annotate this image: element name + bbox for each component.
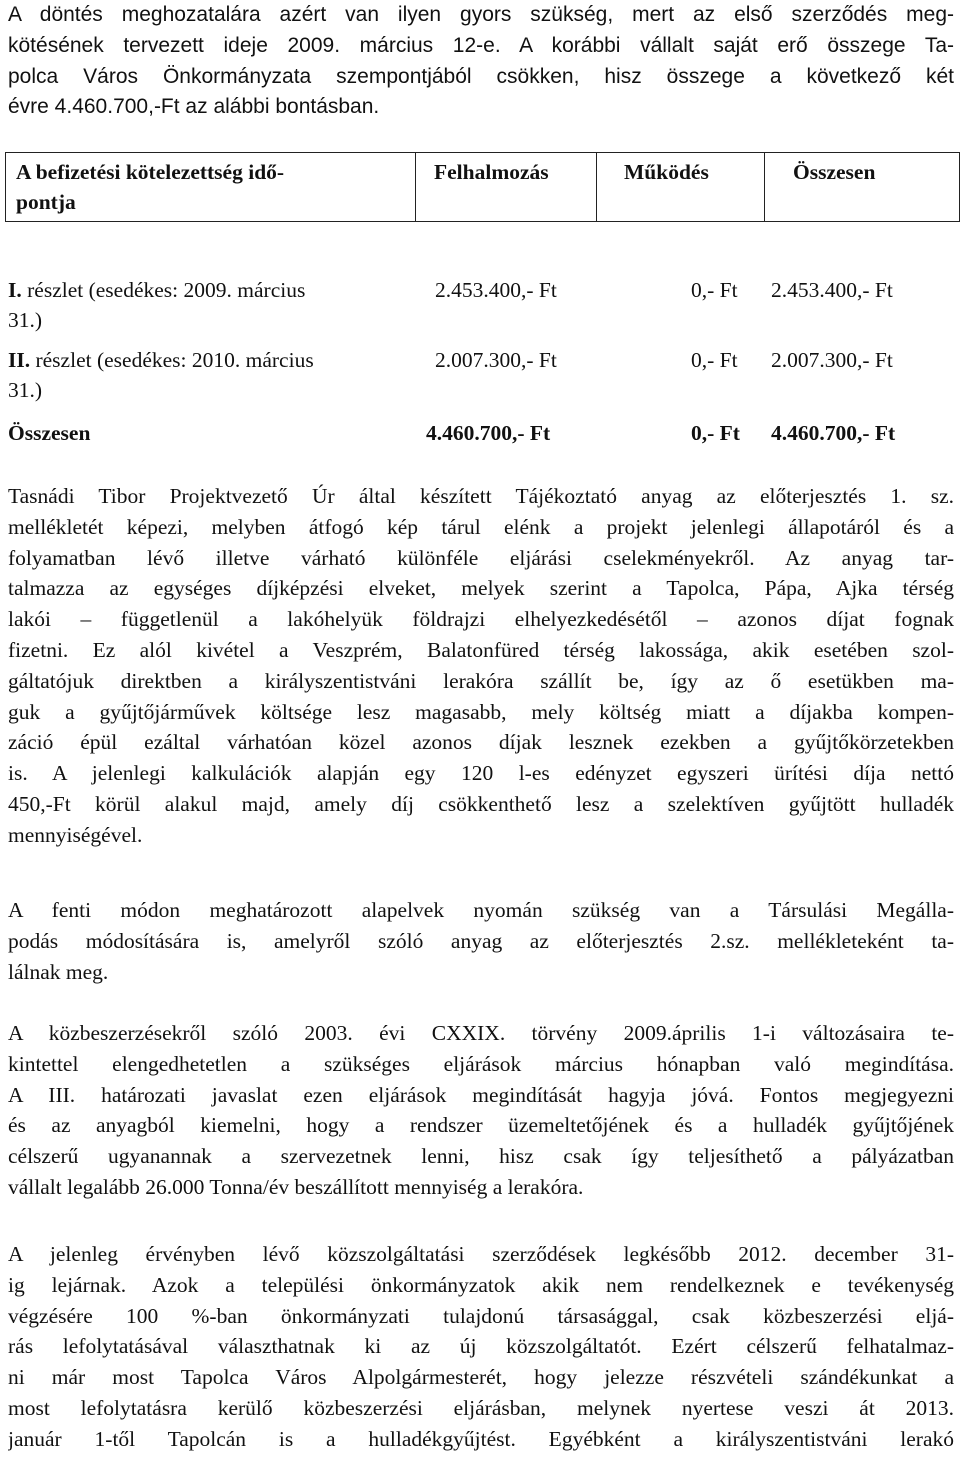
- total-felhalmozas: 4.460.700,- Ft: [426, 421, 551, 445]
- text-line: kintettel elengedhetetlen a szükséges eljárások március hónapban való megindítása.: [8, 1051, 954, 1076]
- row-label-text: részlet (esedékes: 2009. március: [21, 278, 306, 302]
- text-line: lálnak meg.: [8, 959, 109, 984]
- text-line: A III. határozati javaslat ezen eljárások megindítását hagyja jóvá. Fontos megjegyezni: [8, 1082, 954, 1107]
- table-header: [5, 152, 957, 224]
- header-cell-date: [5, 152, 416, 222]
- text-line: A jelenleg érvényben lévő közszolgáltatási szerződések legkésőbb 2012. december 31-: [8, 1242, 954, 1266]
- text-line: folyamatban lévő illetve várható különféle eljárási cselekményekről. Az anyag tar-: [8, 545, 954, 570]
- text-line: polca Város Önkormányzata szempontjából csökken, hisz összege a következő két: [8, 64, 954, 88]
- text-line: gáltatójuk direktben a királyszentistváni lerakóra szállít be, így az ő esetükben ma-: [8, 668, 954, 693]
- text-line: vállalt legalább 26.000 Tonna/év beszállított mennyiség a lerakóra.: [8, 1174, 584, 1199]
- header-date-line2: pontja: [16, 190, 76, 214]
- text-line: most lefolytatásra kerülő közbeszerzési eljárásban, melynek nyertese veszi át 2013.: [8, 1395, 954, 1420]
- cell-felhalmozas: 2.007.300,- Ft: [435, 348, 557, 372]
- text-line: végzésére 100 %-ban önkormányzati tulajdonú társasággal, csak közbeszerzési eljá-: [8, 1303, 954, 1328]
- total-label: Összesen: [8, 421, 91, 445]
- text-line: 450,-Ft körül alakul majd, amely díj csökkenthető lesz a szelektíven gyűjtött hulladék: [8, 791, 954, 816]
- text-line: és az anyagból kiemelni, hogy a rendszer üzemeltetőjének és a hulladék gyűjtőjének: [8, 1113, 954, 1138]
- row-label-text: részlet (esedékes: 2010. március: [30, 348, 314, 372]
- header-osszesen: Összesen: [793, 160, 876, 184]
- text-line: A döntés meghozatalára azért van ilyen gyors szükség, mert az első szerződés meg-: [8, 3, 954, 26]
- text-line: is. A jelenlegi kalkulációk alapján egy 120 l-es edényzet egyszeri ürítési díja nettó: [8, 761, 954, 786]
- row-label-cont: 31.): [8, 378, 43, 402]
- text-line: célszerű ugyanannak a szervezetnek lenni, hisz csak így teljesíthető a pályázatban: [8, 1144, 954, 1169]
- paragraph-kozbeszerzes: [8, 1018, 954, 1203]
- text-line: ig lejárnak. Azok a települési önkormányzatok akik nem rendelkeznek e tevékenység: [8, 1272, 954, 1297]
- text-line: záció épül ezáltal várhatóan közel azonos díjak lesznek ezekben a gyűjtőkörzetekben: [8, 730, 954, 755]
- row-label-cont: 31.): [8, 308, 43, 332]
- cell-osszesen: 2.453.400,- Ft: [771, 278, 893, 302]
- total-mukodes: 0,- Ft: [691, 421, 740, 445]
- text-line: ni már most Tapolca Város Alpolgármesterét, hogy jelezze részvételi szándékunkat a: [8, 1365, 954, 1390]
- paragraph-kozszolgaltatas: [8, 1239, 954, 1455]
- text-line: lakói – függetlenül a lakóhelyük földrajzi elhelyezkedésétől – azonos díjat fognak: [8, 607, 954, 632]
- header-date-line1: A befizetési kötelezettség idő-: [16, 160, 285, 184]
- text-line: évre 4.460.700,-Ft az alábbi bontásban.: [8, 95, 380, 119]
- text-line: talmazza az egységes díjképzési elveket, melyek szerint a Tapolca, Pápa, Ajka térség: [8, 576, 954, 601]
- header-mukodes: Működés: [624, 160, 709, 184]
- text-line: guk a gyűjtőjárművek költsége lesz magasabb, mely költség miatt a díjakba kompen-: [8, 699, 954, 724]
- row-label-number: II.: [8, 348, 31, 372]
- header-felhalmozas: Felhalmozás: [434, 160, 549, 184]
- text-line: podás módosítására is, amelyről szóló anyag az előterjesztés 2.sz. mellékleteként ta-: [8, 928, 954, 953]
- text-line: Tasnádi Tibor Projektvezető Úr által készített Tájékoztató anyag az előterjesztés 1. sz.: [8, 484, 954, 508]
- text-line: január 1-től Tapolcán is a hulladékgyűjtést. Egyébként a királyszentistváni lerakó: [8, 1426, 954, 1451]
- text-line: fizetni. Ez alól kivétel a Veszprém, Balatonfüred térség lakossága, akik esetében szol-: [8, 637, 954, 662]
- intro-paragraph: [8, 0, 954, 123]
- row-label: [8, 345, 314, 375]
- header-cell-felhalmozas: [415, 152, 597, 222]
- header-cell-mukodes: [596, 152, 765, 222]
- cell-felhalmozas: 2.453.400,- Ft: [435, 278, 557, 302]
- text-line: mennyiségével.: [8, 822, 143, 847]
- text-line: mellékletét képezi, melyben átfogó kép tárul elénk a projekt jelenlegi állapotáról és a: [8, 514, 954, 539]
- cell-mukodes: 0,- Ft: [691, 348, 738, 372]
- header-cell-osszesen: [764, 152, 960, 222]
- text-line: A közbeszerzésekről szóló 2003. évi CXXIX. törvény 2009.április 1-i változásaira te-: [8, 1021, 954, 1045]
- text-line: kötésének tervezett ideje 2009. március 12-e. A korábbi vállalt saját erő összege Ta-: [8, 33, 954, 57]
- row-label-number: I.: [8, 278, 22, 302]
- text-line: rás lefolytatásával választhatnak ki az új közszolgáltatót. Ezért célszerű felhatalmaz-: [8, 1334, 954, 1359]
- paragraph-megallapodas: [8, 895, 954, 987]
- text-line: A fenti módon meghatározott alapelvek nyomán szükség van a Társulási Megálla-: [8, 898, 954, 922]
- paragraph-tajekoztato: [8, 481, 954, 851]
- total-osszesen: 4.460.700,- Ft: [771, 421, 896, 445]
- cell-mukodes: 0,- Ft: [691, 278, 738, 302]
- row-label: [8, 275, 305, 305]
- cell-osszesen: 2.007.300,- Ft: [771, 348, 893, 372]
